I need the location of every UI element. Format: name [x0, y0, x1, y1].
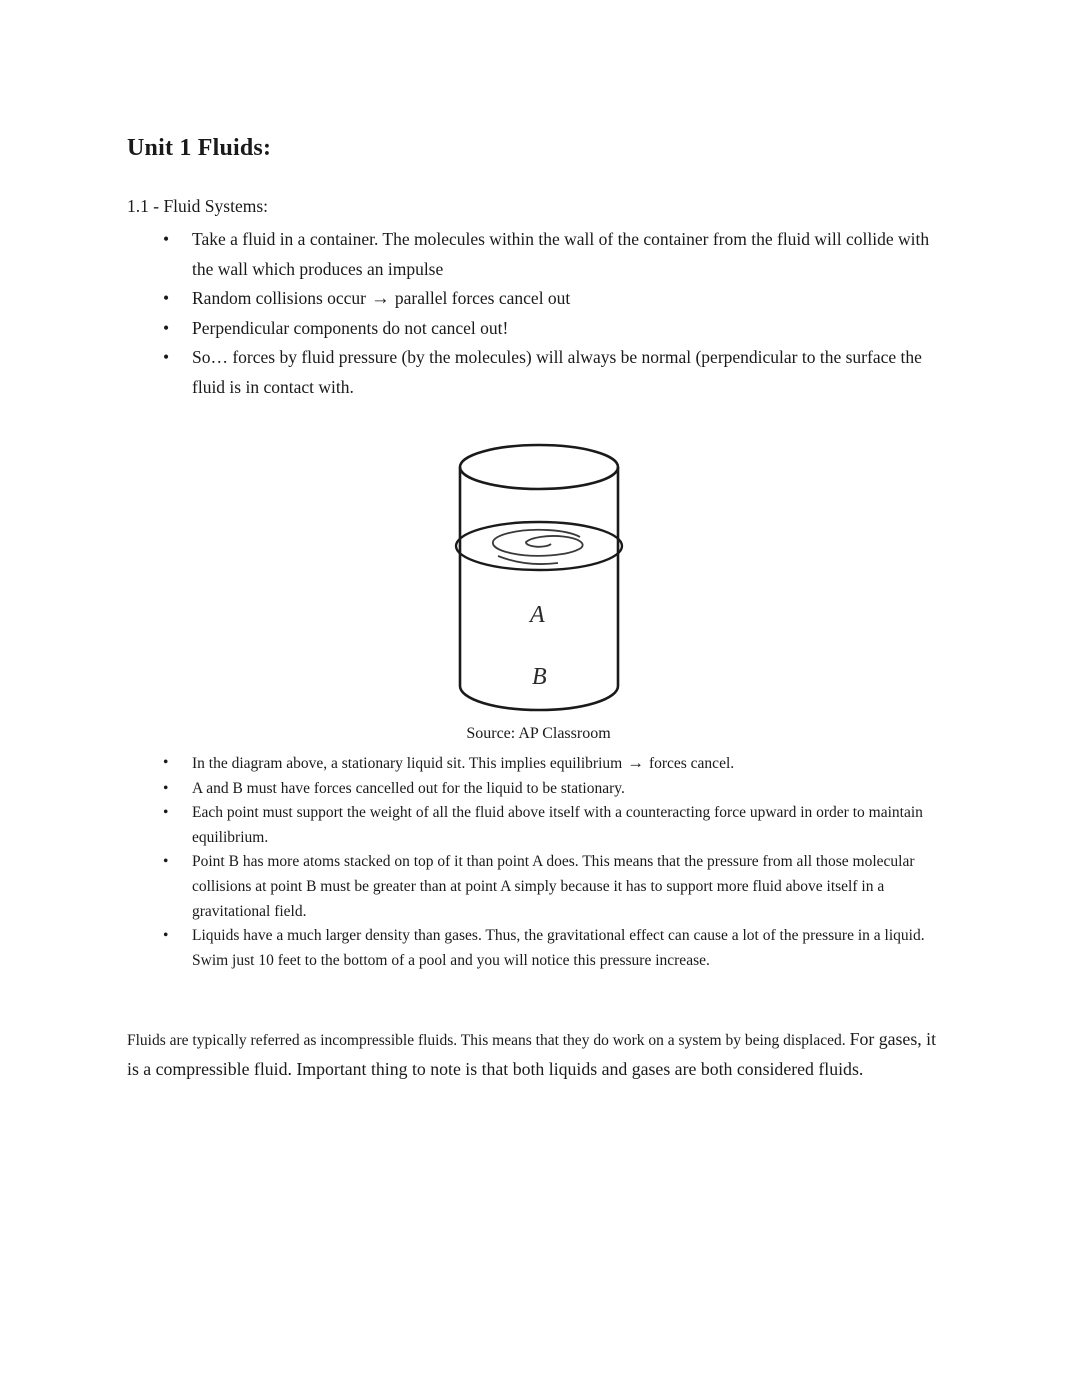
right-arrow-glyph: → [627, 753, 644, 772]
bullet-marker: • [163, 347, 170, 367]
list-item [127, 751, 950, 777]
bullet-marker: • [163, 317, 170, 338]
fluid-cylinder-figure [127, 442, 950, 751]
closing-paragraph-part1: Fluids are typically referred as incompressible fluids. This means that they do work on a system by being displaced. [127, 1032, 846, 1050]
list-item [127, 777, 950, 802]
bullet-marker: • [163, 229, 170, 249]
list-item [127, 343, 950, 402]
bullet-text: Each point must support the weight of all the fluid above itself with a counteracting force upward in order to maintain equilibrium. [192, 804, 923, 846]
page-title: Unit 1 Fluids: [127, 135, 272, 161]
bullet-text [192, 751, 950, 777]
bullet-text: A and B must have forces cancelled out for the liquid to be stationary. [192, 779, 625, 797]
list-item [127, 284, 950, 314]
bullet-marker: • [163, 804, 169, 822]
bullet-list-bottom [127, 751, 950, 973]
right-arrow-glyph: → [371, 288, 390, 309]
bullet-text-post: parallel forces cancel out [394, 288, 571, 308]
bullet-marker: • [163, 779, 169, 797]
bullet-text-pre: In the diagram above, a stationary liquid sit. This implies equilibrium [192, 755, 623, 772]
list-item [127, 801, 950, 850]
list-item [127, 924, 950, 973]
bullet-list-top [127, 225, 950, 402]
bullet-marker: • [163, 853, 169, 871]
bullet-text: Point B has more atoms stacked on top of it than point A does. This means that the pressure from all those molecular collisions at point B must be greater than at point A simply because it has to support more fluid above itself in a gravitational field. [192, 853, 915, 920]
bullet-marker: • [163, 288, 170, 308]
bullet-text: So… forces by fluid pressure (by the molecules) will always be normal (perpendicular to the surface the fluid is in contact with. [192, 347, 922, 397]
bullet-text: Liquids have a much larger density than gases. Thus, the gravitational effect can cause a lot of the pressure in a liquid. Swim just 10 feet to the bottom of a pool and you will notice this pressure increase. [192, 927, 925, 969]
surface-swirl-tail [498, 556, 558, 564]
bullet-text [192, 284, 932, 314]
fluid-container-diagram [454, 442, 624, 714]
bullet-text-post: forces cancel. [648, 755, 735, 772]
list-item [127, 225, 950, 284]
bullet-text-pre: Random collisions occur [192, 288, 367, 308]
list-item [127, 850, 950, 924]
bullet-marker: • [163, 927, 169, 945]
bullet-text: Take a fluid in a container. The molecules within the wall of the container from the fluid will collide with the wall which produces an impulse [192, 229, 930, 279]
point-label-a: A [529, 602, 545, 628]
section-heading: 1.1 - Fluid Systems: [127, 196, 268, 216]
bullet-text: Perpendicular components do not cancel out! [192, 317, 509, 338]
point-label-b: B [531, 664, 547, 690]
bullet-marker: • [163, 754, 169, 771]
list-item [127, 314, 950, 344]
surface-swirl [492, 530, 582, 556]
diagram-caption: Source: AP Classroom [466, 725, 611, 742]
cylinder-top-rim [460, 445, 618, 489]
closing-paragraph [127, 1025, 943, 1085]
closing-paragraph-part2: For gases, it is a compressible fluid. Important thing to note is that both liquids and gases are both considered fluids. [127, 1029, 937, 1080]
